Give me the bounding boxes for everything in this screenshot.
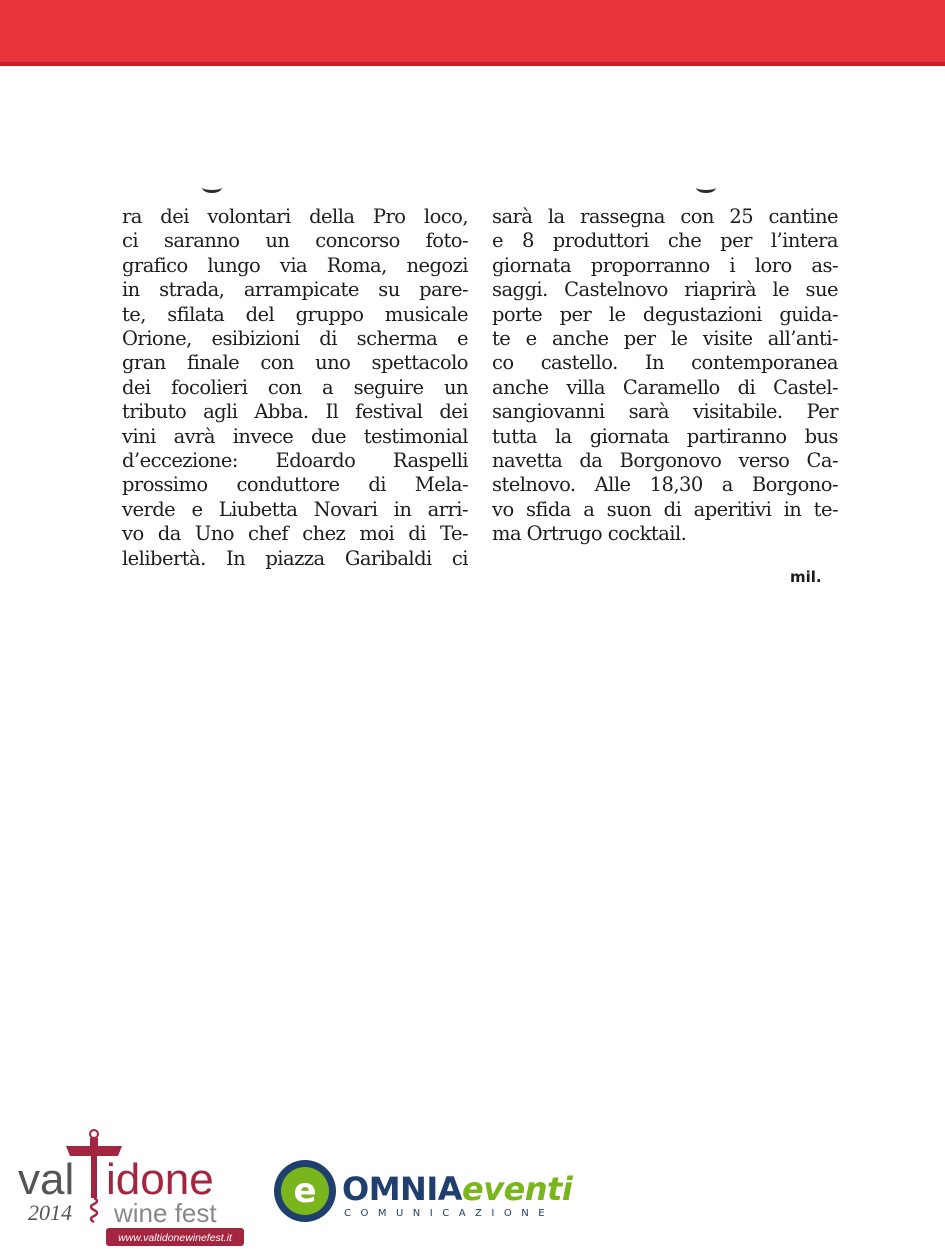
article-line: sangiovanni sarà visitabile. Per: [492, 400, 838, 424]
article-line: e 8 produttori che per l’intera: [492, 229, 838, 253]
top-banner-bar: [0, 0, 945, 66]
article-line: gran finale con uno spettacolo: [122, 351, 468, 375]
festival-year: 2014: [28, 1200, 72, 1225]
article-line: saggi. Castelnovo riaprirà le sue: [492, 278, 838, 302]
article-line: ci saranno un concorso foto-: [122, 229, 468, 253]
article-line: verde e Liubetta Novari in arri-: [122, 497, 468, 521]
article-column-left: [122, 205, 468, 571]
article-line: vo da Uno chef chez moi di Te-: [122, 522, 468, 546]
column-cut-mark-left: [202, 182, 222, 193]
article-line: Orione, esibizioni di scherma e: [122, 327, 468, 351]
emblem-letter: e: [293, 1171, 317, 1211]
article-column-right: [492, 205, 838, 547]
omnia-wordmark: [342, 1170, 572, 1208]
festival-subtitle: wine fest: [114, 1198, 217, 1228]
article-line: tutta la giornata partiranno bus: [492, 424, 838, 448]
article-line: giornata proporranno i loro as-: [492, 253, 838, 277]
article-line: vini avrà invece due testimonial: [122, 424, 468, 448]
article-line: tributo agli Abba. Il festival dei: [122, 400, 468, 424]
article-line-last: ma Ortrugo cocktail.: [492, 522, 687, 546]
article-line: te e anche per le visite all’anti-: [492, 327, 838, 351]
article-line: anche villa Caramello di Castel-: [492, 375, 838, 399]
valtidone-wine-fest-logo: [14, 1128, 246, 1248]
article-line: te, sfilata del gruppo musicale: [122, 302, 468, 326]
article-line: lelibertà. In piazza Garibaldi ci: [122, 546, 468, 570]
article-line: in strada, arrampicate su pare-: [122, 278, 468, 302]
author-signature: mil.: [790, 568, 822, 586]
brand-name-left: val: [18, 1155, 75, 1204]
wordmark-omnia: OMNIA: [342, 1170, 462, 1208]
article-line: prossimo conduttore di Mela-: [122, 473, 468, 497]
article-line: porte per le degustazioni guida-: [492, 302, 838, 326]
column-cut-mark-right: [696, 182, 716, 193]
article-line: navetta da Borgonovo verso Ca-: [492, 449, 838, 473]
article-line: ra dei volontari della Pro loco,: [122, 205, 468, 228]
article-line: d’eccezione: Edoardo Raspelli: [122, 449, 468, 473]
festival-url[interactable]: www.valtidonewinefest.it: [118, 1232, 232, 1244]
omnia-subtitle: COMUNICAZIONE: [344, 1208, 555, 1219]
article-line: sarà la rassegna con 25 cantine: [492, 205, 838, 228]
article-line: grafico lungo via Roma, negozi: [122, 253, 468, 277]
omnia-e-emblem-icon: [272, 1158, 338, 1224]
article-line: co castello. In contemporanea: [492, 351, 838, 375]
article-line: stelnovo. Alle 18,30 a Borgono-: [492, 473, 838, 497]
article-line: dei focolieri con a seguire un: [122, 375, 468, 399]
brand-name-right: idone: [106, 1155, 214, 1204]
article-line: vo sfida a suon di aperitivi in te-: [492, 497, 838, 521]
wordmark-eventi: eventi: [462, 1170, 573, 1208]
omnia-eventi-logo: [272, 1156, 572, 1226]
